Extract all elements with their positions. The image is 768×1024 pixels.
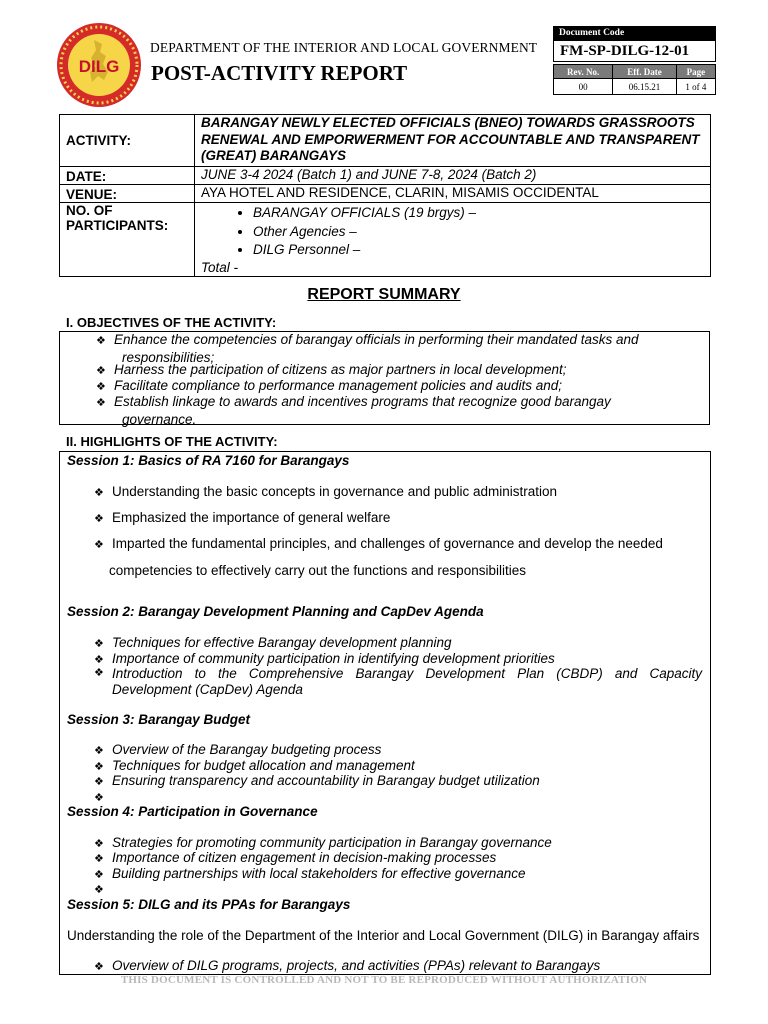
session-5-paragraph: Understanding the role of the Department of the Interior and Local Government (DILG) in Barangay affairs [67,928,700,943]
list-item: ❖ Overview of DILG programs, projects, and activities (PPAs) relevant to Barangays [94,958,704,976]
diamond-bullet-icon: ❖ [94,487,104,499]
list-item: ❖ Techniques for effective Barangay development planning [94,635,704,653]
list-item: ❖ Importance of citizen engagement in decision-making processes [94,850,704,868]
footer-notice: THIS DOCUMENT IS CONTROLLED AND NOT TO BE REPRODUCED WITHOUT AUTHORIZATION [120,974,648,986]
diamond-bullet-icon: ❖ [96,397,106,409]
diamond-bullet-icon: ❖ [96,381,106,393]
venue-value: AYA HOTEL AND RESIDENCE, CLARIN, MISAMIS OCCIDENTAL [195,185,711,203]
activity-label: ACTIVITY: [60,115,195,167]
report-summary-title: REPORT SUMMARY [307,286,461,303]
page-label: Page [676,65,715,79]
diamond-bullet-icon: ❖ [94,745,104,757]
list-item: ❖ Importance of community participation in identifying development priorities [94,651,704,669]
list-item: ❖ Building partnerships with local stakeholders for effective governance [94,866,704,884]
list-item: ❖ Ensuring transparency and accountability in Barangay budget utilization [94,773,704,791]
diamond-bullet-icon: ❖ [96,365,106,377]
list-item: ❖ Overview of the Barangay budgeting process [94,742,704,760]
participant-item: • Other Agencies – [253,223,710,242]
objectives-box [59,331,710,425]
objective-item: ❖ Establish linkage to awards and incentives programs that recognize good barangay governance. [96,394,611,427]
participants-value [195,203,711,277]
objective-item: ❖ Harness the participation of citizens as major partners in local development; [96,362,676,380]
list-item: ❖ Understanding the basic concepts in governance and public administration [94,484,704,502]
date-label: DATE: [60,167,195,185]
session-2-title: Session 2: Barangay Development Planning and CapDev Agenda [67,604,484,619]
list-item: ❖ Emphasized the importance of general welfare [94,510,704,528]
objective-item: ❖ Facilitate compliance to performance management policies and audits and; [96,378,676,396]
rev-value: 00 [554,79,613,95]
diamond-bullet-icon: ❖ [94,513,104,525]
participants-label-line1: NO. OF [66,203,113,218]
diamond-bullet-icon: ❖ [94,776,104,788]
diamond-bullet-icon: ❖ [94,853,104,865]
diamond-bullet-icon: ❖ [94,884,104,896]
participants-label [60,203,195,277]
participants-list [201,204,710,260]
participants-total: Total - [201,259,239,275]
session-4-title: Session 4: Participation in Governance [67,804,318,819]
diamond-bullet-icon: ❖ [94,869,104,881]
eff-date-label: Eff. Date [613,65,676,79]
objectives-heading: I. OBJECTIVES OF THE ACTIVITY: [66,315,277,330]
session-3-title: Session 3: Barangay Budget [67,712,251,727]
list-item [94,881,704,899]
rev-label: Rev. No. [554,65,613,79]
list-item: ❖ Techniques for budget allocation and management [94,758,704,776]
venue-label: VENUE: [60,185,195,203]
list-item: ❖ Imparted the fundamental principles, and challenges of governance and develop the needed [94,536,704,554]
session-1-title: Session 1: Basics of RA 7160 for Barangays [67,453,350,468]
highlights-heading: II. HIGHLIGHTS OF THE ACTIVITY: [66,434,278,449]
diamond-bullet-icon: ❖ [94,961,104,973]
list-item-continuation: competencies to effectively carry out the functions and responsibilities [109,563,526,578]
list-item: ❖ Introduction to the Comprehensive Barangay Development Plan (CBDP) and Capacity Development (CapDev) Agenda [94,666,702,697]
revision-table [553,64,716,95]
participant-item: • DILG Personnel – [253,241,710,260]
diamond-bullet-icon: ❖ [94,654,104,666]
highlights-box [59,451,711,975]
dilg-seal-logo [56,22,142,108]
document-code-box [553,26,716,95]
session-5-title: Session 5: DILG and its PPAs for Barangays [67,897,351,912]
diamond-bullet-icon: ❖ [94,638,104,650]
svg-text:DILG: DILG [78,57,120,76]
department-name: DEPARTMENT OF THE INTERIOR AND LOCAL GOVERNMENT [150,40,538,55]
diamond-bullet-icon: ❖ [94,667,104,679]
doc-code: FM-SP-DILG-12-01 [553,41,716,62]
list-item: ❖ Strategies for promoting community participation in Barangay governance [94,835,704,853]
participant-item: • BARANGAY OFFICIALS (19 brgys) – [253,204,710,223]
date-value: JUNE 3-4 2024 (Batch 1) and JUNE 7-8, 2024 (Batch 2) [195,167,711,185]
diamond-bullet-icon: ❖ [94,792,104,804]
page-title: POST-ACTIVITY REPORT [151,61,408,85]
diamond-bullet-icon: ❖ [94,838,104,850]
participants-label-line2: PARTICIPANTS: [66,218,169,233]
page-value: 1 of 4 [676,79,715,95]
eff-date-value: 06.15.21 [613,79,676,95]
diamond-bullet-icon: ❖ [94,761,104,773]
doc-code-label: Document Code [553,26,716,41]
objective-item: ❖ Enhance the competencies of barangay officials in performing their mandated tasks and responsibilities; [96,332,639,365]
diamond-bullet-icon: ❖ [96,335,106,347]
activity-info-table [59,114,711,277]
diamond-bullet-icon: ❖ [94,539,104,551]
activity-value: BARANGAY NEWLY ELECTED OFFICIALS (BNEO) TOWARDS GRASSROOTS RENEWAL AND EMPORWERMENT FOR ACCOUNTABLE AND TRANSPARENT (GREAT) BARANGAYS [195,115,711,167]
